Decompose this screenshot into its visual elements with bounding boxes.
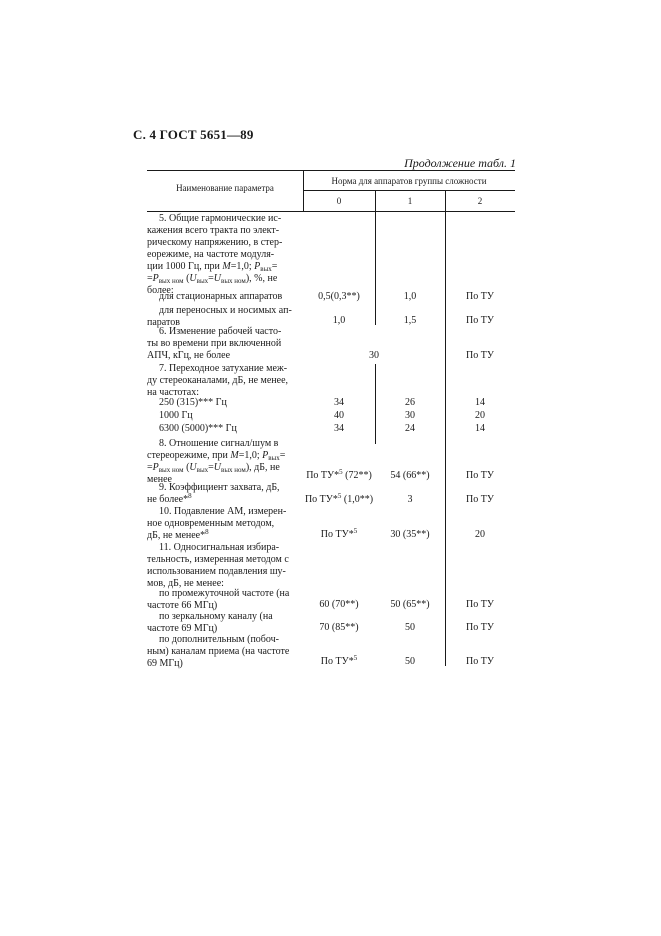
param-text: 250 (315)*** Гц bbox=[159, 397, 227, 408]
param-text bbox=[147, 438, 298, 486]
text-line: ным) каналам приема (на частоте bbox=[147, 646, 290, 657]
param-text: для стационарных аппаратов bbox=[159, 291, 283, 302]
text-line bbox=[147, 494, 298, 506]
text-line: ное одновременным методом, bbox=[147, 518, 275, 529]
header-col-2: 2 bbox=[477, 196, 483, 206]
value-col-0: 0,5(0,3**) bbox=[318, 291, 360, 302]
param-text bbox=[147, 588, 298, 612]
value-col-1: 50 bbox=[405, 656, 415, 667]
subscript: вых bbox=[268, 454, 280, 462]
text-line: 11. Односигнальная избира- bbox=[159, 542, 280, 553]
text-part: стереорежиме, при bbox=[147, 450, 231, 461]
value-col-2: 20 bbox=[475, 529, 485, 540]
symbol: U bbox=[213, 462, 222, 473]
text-part: = bbox=[147, 273, 153, 284]
value-col-2: По ТУ bbox=[466, 291, 494, 302]
symbol: P bbox=[254, 261, 261, 272]
text-line: 69 МГц) bbox=[147, 658, 183, 669]
text-part: ( bbox=[183, 462, 190, 473]
value-col-1: 50 (65**) bbox=[390, 599, 430, 610]
text-part: =1,0; bbox=[238, 450, 263, 461]
text-part: =1,0; bbox=[230, 261, 255, 272]
subscript: вых ном bbox=[221, 277, 246, 285]
value-col-2: По ТУ bbox=[466, 599, 494, 610]
page-header: С. 4 ГОСТ 5651—89 bbox=[133, 127, 254, 142]
text-line: 5. Общие гармонические ис- bbox=[159, 213, 282, 224]
value-col-1: 30 (35**) bbox=[390, 529, 430, 540]
subscript: вых bbox=[196, 466, 209, 474]
value-col-0: 1,0 bbox=[332, 315, 346, 326]
value-col-0 bbox=[303, 494, 375, 506]
text-line: тельность, измеренная методом с bbox=[147, 554, 289, 565]
text-line: более: bbox=[147, 285, 174, 296]
value-col-2: По ТУ bbox=[466, 315, 494, 326]
text-part: ( bbox=[183, 273, 190, 284]
value-col-0 bbox=[303, 656, 375, 668]
text-part: По ТУ* bbox=[304, 494, 338, 505]
text-line bbox=[147, 462, 298, 474]
value-col-1: 54 (66**) bbox=[390, 470, 430, 481]
text-line: кажения всего тракта по элект- bbox=[147, 225, 280, 236]
value-col-2: 14 bbox=[475, 397, 485, 408]
footnote-mark: 5 bbox=[353, 654, 358, 662]
subscript: вых ном bbox=[221, 466, 246, 474]
text-part: = bbox=[279, 450, 286, 461]
text-part: (1,0**) bbox=[341, 494, 374, 505]
text-part: не более* bbox=[147, 494, 189, 505]
footnote-mark: 5 bbox=[339, 468, 343, 476]
value-col-2: 20 bbox=[475, 410, 485, 421]
footnote-mark: 5 bbox=[337, 492, 342, 500]
text-line: по дополнительным (побоч- bbox=[159, 634, 279, 645]
header-group-rule bbox=[303, 190, 515, 191]
text-line: частоте 66 МГц) bbox=[147, 600, 218, 611]
param-text bbox=[147, 611, 298, 635]
footnote-mark: 8 bbox=[188, 492, 192, 500]
footnote-mark: 5 bbox=[353, 527, 358, 535]
text-part: По ТУ* bbox=[320, 529, 354, 540]
symbol: M bbox=[222, 261, 231, 272]
text-line: на частотах: bbox=[147, 387, 200, 398]
value-col-0: 60 (70**) bbox=[319, 599, 359, 610]
param-text bbox=[147, 326, 298, 362]
value-col-2: По ТУ bbox=[466, 622, 494, 633]
value-col-1: 1,5 bbox=[403, 315, 417, 326]
text-line: ду стереоканалами, дБ, не менее, bbox=[147, 375, 289, 386]
symbol: P bbox=[152, 273, 159, 284]
table-top-rule bbox=[147, 170, 515, 171]
symbol: P bbox=[262, 450, 269, 461]
text-part: ции 1000 Гц, при bbox=[147, 261, 223, 272]
column-divider bbox=[445, 211, 446, 666]
text-line bbox=[147, 530, 298, 542]
symbol: M bbox=[230, 450, 239, 461]
value-col-2: По ТУ bbox=[466, 494, 494, 505]
value-col-2: По ТУ bbox=[466, 350, 494, 361]
symbol: U bbox=[213, 273, 222, 284]
text-part: дБ, не менее* bbox=[147, 530, 206, 541]
text-line: еорежиме, на частоте модуля- bbox=[147, 249, 275, 260]
subscript: вых ном bbox=[158, 277, 184, 285]
text-part: = bbox=[208, 273, 214, 284]
text-line: использованием подавления шу- bbox=[147, 566, 286, 577]
symbol: P bbox=[152, 462, 159, 473]
value-col-2: 14 bbox=[475, 423, 485, 434]
text-part: ), дБ, не bbox=[245, 462, 280, 473]
subscript: вых ном bbox=[158, 466, 184, 474]
value-col-0 bbox=[303, 529, 375, 541]
text-line: 10. Подавление АМ, измерен- bbox=[159, 506, 287, 517]
text-line: по промежуточной частоте (на bbox=[159, 588, 290, 599]
text-part: = bbox=[208, 462, 214, 473]
subscript: вых bbox=[196, 277, 209, 285]
param-text: 6300 (5000)*** Гц bbox=[159, 423, 237, 434]
header-bottom-rule bbox=[147, 211, 515, 212]
text-part: = bbox=[271, 261, 278, 272]
param-text: 1000 Гц bbox=[159, 410, 193, 421]
value-col-0-1-merged: 30 bbox=[369, 350, 379, 361]
text-line: по зеркальному каналу (на bbox=[159, 611, 273, 622]
param-text bbox=[147, 363, 298, 399]
value-col-0: 40 bbox=[334, 410, 344, 421]
text-line: мов, дБ, не менее: bbox=[147, 578, 224, 589]
subscript: вых bbox=[260, 265, 272, 273]
param-text bbox=[147, 506, 298, 542]
text-line bbox=[147, 450, 298, 462]
value-col-2: По ТУ bbox=[466, 656, 494, 667]
text-line: для переносных и носимых ап- bbox=[159, 305, 292, 316]
text-line bbox=[147, 261, 298, 273]
text-line: ты во времени при включенной bbox=[147, 338, 282, 349]
value-col-0 bbox=[303, 470, 375, 482]
table-continuation-caption: Продолжение табл. 1 bbox=[404, 156, 516, 170]
text-line: 7. Переходное затухание меж- bbox=[159, 363, 288, 374]
text-line: 8. Отношение сигнал/шум в bbox=[159, 438, 279, 449]
text-line bbox=[147, 273, 298, 285]
footnote-mark: 8 bbox=[205, 528, 209, 536]
text-part: (72**) bbox=[342, 470, 372, 481]
value-col-1: 24 bbox=[405, 423, 415, 434]
param-text bbox=[147, 213, 298, 297]
symbol: U bbox=[189, 273, 197, 284]
value-col-1: 30 bbox=[405, 410, 415, 421]
text-line: менее bbox=[147, 474, 172, 485]
text-line: 9. Коэффициент захвата, дБ, bbox=[159, 482, 280, 493]
header-col-0: 0 bbox=[336, 196, 342, 206]
value-col-1: 3 bbox=[407, 494, 413, 505]
column-divider bbox=[375, 211, 376, 325]
value-col-0: 70 (85**) bbox=[319, 622, 359, 633]
value-col-0: 34 bbox=[334, 423, 344, 434]
text-part: По ТУ* bbox=[306, 470, 340, 481]
value-col-1: 1,0 bbox=[403, 291, 417, 302]
text-line: рическому напряжению, в стер- bbox=[147, 237, 283, 248]
text-line: паратов bbox=[147, 317, 180, 328]
header-col-1: 1 bbox=[407, 196, 413, 206]
header-group: Норма для аппаратов группы сложности bbox=[331, 176, 487, 186]
param-text bbox=[147, 634, 298, 670]
param-text bbox=[147, 542, 298, 590]
param-text bbox=[147, 482, 298, 506]
value-col-1: 50 bbox=[405, 622, 415, 633]
symbol: U bbox=[189, 462, 197, 473]
text-part: ), %, не bbox=[245, 273, 278, 284]
text-line: АПЧ, кГц, не более bbox=[147, 350, 231, 361]
text-line: частоте 69 МГц) bbox=[147, 623, 218, 634]
value-col-1: 26 bbox=[405, 397, 415, 408]
text-part: По ТУ* bbox=[320, 656, 354, 667]
value-col-2: По ТУ bbox=[466, 470, 494, 481]
value-col-0: 34 bbox=[334, 397, 344, 408]
text-line: 6. Изменение рабочей часто- bbox=[159, 326, 282, 337]
text-part: = bbox=[147, 462, 153, 473]
header-parameter: Наименование параметра bbox=[176, 183, 274, 193]
